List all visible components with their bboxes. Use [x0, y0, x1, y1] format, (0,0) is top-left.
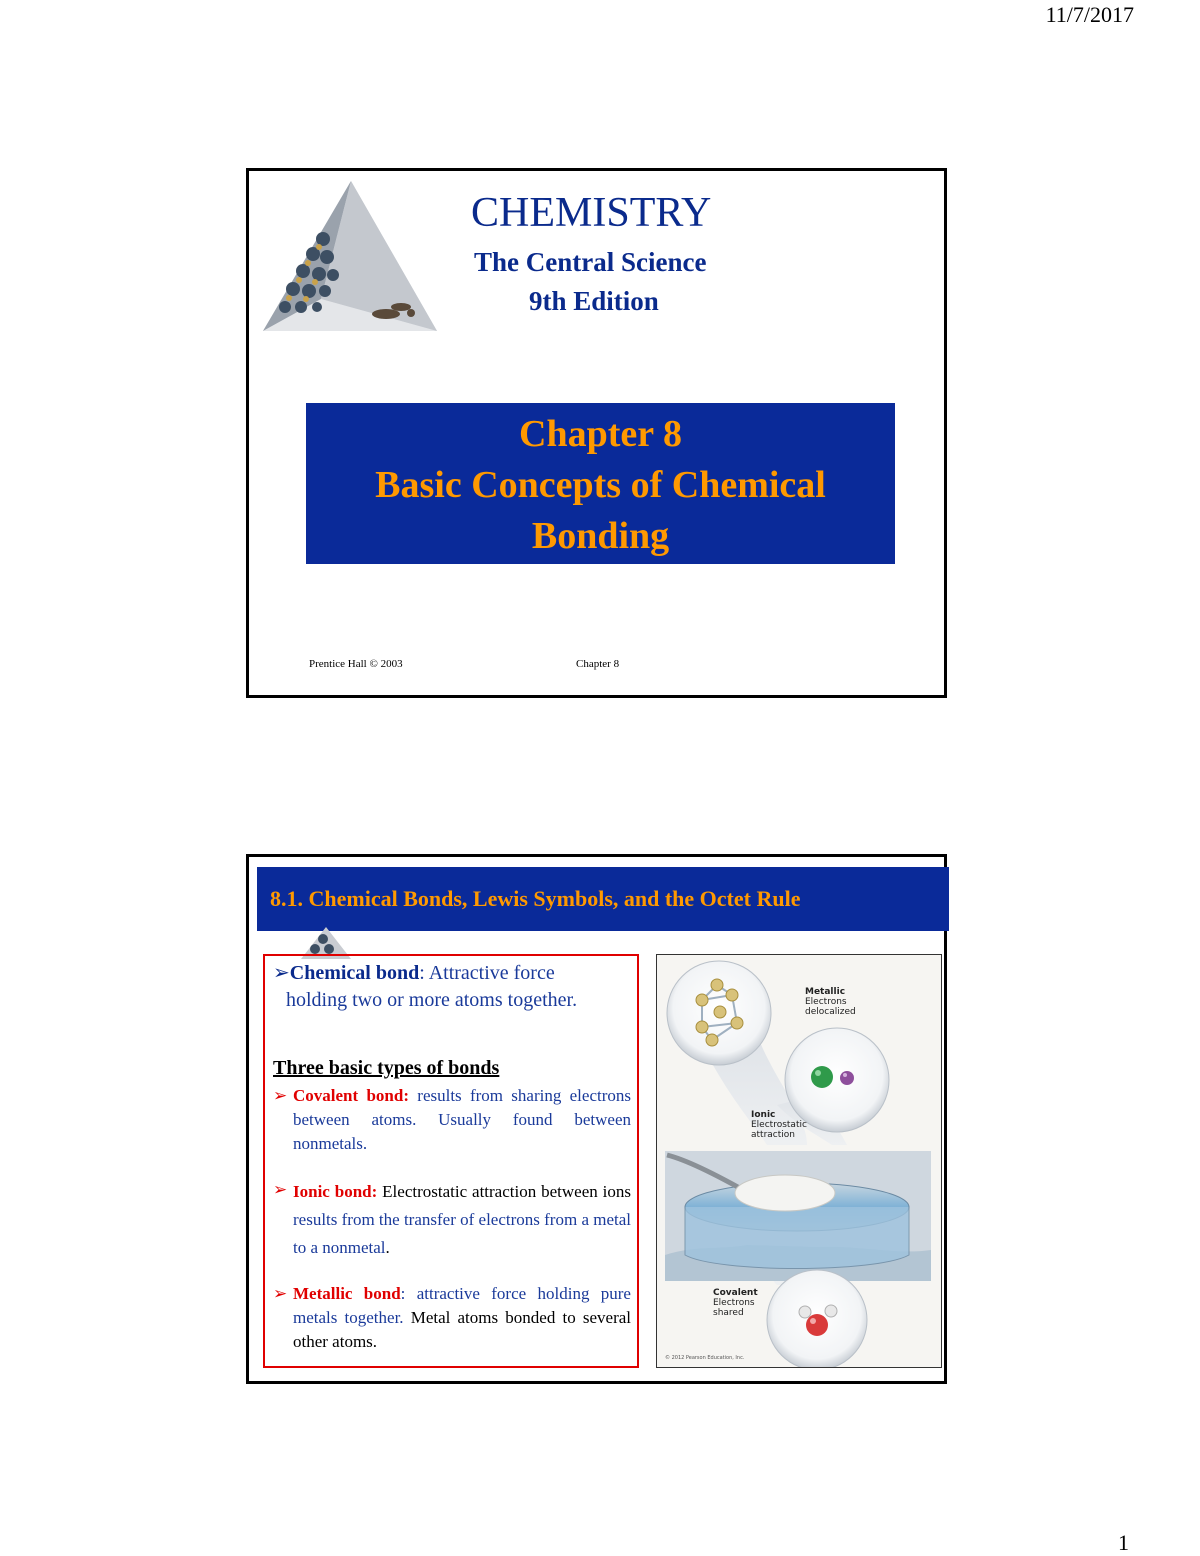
bond-types-figure [656, 954, 942, 1368]
bond-description: Electrostatic attraction between ions [377, 1182, 631, 1201]
bond-name: Metallic bond [293, 1284, 401, 1303]
book-title: CHEMISTRY [471, 190, 712, 236]
bond-name: Ionic bond: [293, 1182, 378, 1201]
bond-types-heading: Three basic types of bonds [273, 1057, 500, 1079]
figure-label-metallic: Metallic Electrons delocalized [805, 987, 856, 1017]
title-slide [246, 168, 947, 698]
book-edition: 9th Edition [529, 286, 659, 316]
chapter-title-line: Bonding [531, 515, 670, 557]
bond-types-textbox [263, 954, 639, 1368]
section-heading: 8.1. Chemical Bonds, Lewis Symbols, and the Octet Rule [257, 867, 949, 931]
bond-item-ionic [273, 1178, 631, 1262]
arrow-bullet-icon: ➢ [273, 1086, 288, 1105]
bond-types-illustration [657, 955, 941, 1367]
bond-description-end: . [385, 1238, 390, 1257]
definition-line [273, 960, 555, 985]
bond-description-highlight: : attractive force holding pure metals together. [293, 1284, 631, 1327]
definition-term: Chemical bond [289, 962, 420, 984]
slide-footer-chapter: Chapter 8 [576, 658, 620, 670]
figure-credit: © 2012 Pearson Education, Inc. [665, 1355, 745, 1361]
bond-item-metallic [273, 1282, 631, 1354]
page-date: 11/7/2017 [1045, 2, 1134, 27]
book-subtitle: The Central Science [474, 247, 707, 277]
crystal-pyramid-icon [261, 179, 439, 334]
page-number: 1 [1118, 1530, 1129, 1555]
figure-label-ionic: Ionic Electrostatic attraction [751, 1110, 807, 1140]
arrow-bullet-icon: ➢ [273, 1284, 288, 1303]
arrow-bullet-icon: ➢ [273, 962, 290, 984]
chapter-title-box [306, 403, 895, 564]
chapter-number: Chapter 8 [519, 413, 682, 455]
figure-label-covalent: Covalent Electrons shared [713, 1288, 758, 1318]
bond-description: results from sharing electrons between atoms. Usually found between nonmetals. [293, 1086, 631, 1153]
bond-name: Covalent bond: [293, 1086, 409, 1105]
slide-footer-publisher: Prentice Hall © 2003 [309, 658, 403, 670]
content-slide [246, 854, 947, 1384]
bond-item-covalent [273, 1084, 631, 1156]
arrow-bullet-icon: ➢ [273, 1180, 288, 1199]
bond-description: Metal atoms bonded to several other atoms. [293, 1308, 631, 1351]
chapter-title-line: Basic Concepts of Chemical [375, 464, 826, 506]
definition-text-continued: holding two or more atoms together. [286, 989, 578, 1011]
definition-text: : Attractive force [419, 962, 555, 984]
bond-description-highlight: results from the transfer of electrons from a metal to a nonmetal [293, 1210, 631, 1257]
